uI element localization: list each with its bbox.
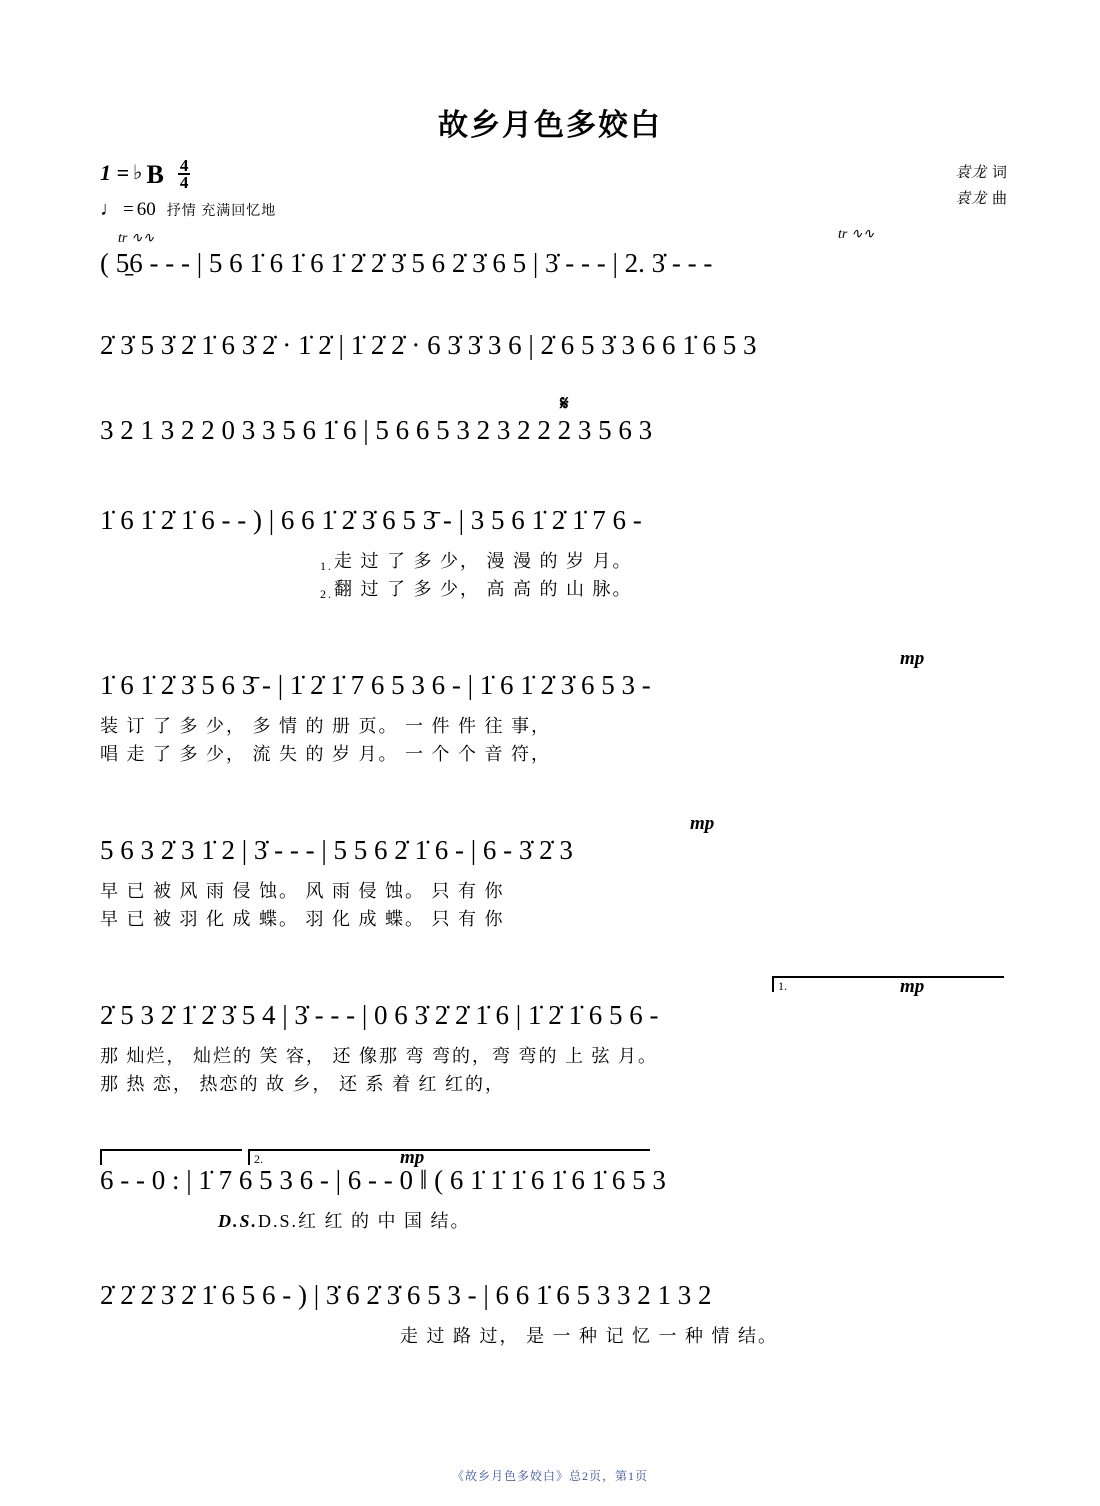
time-signature-numerator: 4: [179, 156, 189, 175]
dynamic-mp-4: mp: [400, 1147, 425, 1168]
verse-number-1: 1.: [320, 559, 333, 573]
system-4-lyrics-verse-1: 1.走 过 了 多 少， 漫 漫 的 岁 月。: [320, 551, 633, 573]
music-system-7: [100, 976, 1000, 1096]
music-system-3: [100, 393, 1000, 455]
trill-icon-1: tr ∿∿: [118, 231, 155, 246]
system-6-lyrics-verse-2: 早 已 被 羽 化 成 蝶。 羽 化 成 蝶。 只 有 你: [100, 909, 505, 929]
page-title: 故乡月色多姣白: [438, 109, 662, 142]
music-system-4: [100, 505, 1000, 601]
page-footer: 《故乡月色多姣白》总2页，第1页: [451, 1469, 648, 1483]
system-5-notes: 1̇ 6 1̇ 2̇ 3̇ 5 6 3̄ - | 1̇ 2̇ 1̇ 7 6 5 3 6 - | 1̇ 6 1̇ 2̇ 3̇ 6 5 3 -: [100, 670, 651, 700]
music-system-8: [100, 1147, 1000, 1233]
system-9-notes: 2̇ 2̇ 2̇ 3̇ 2̇ 1̇ 6 5 6 - ) | 3̇ 6 2̇ 3̇ 6 5 3 - | 6 6 1̇ 6 5 3 3 2 1 3 2: [100, 1280, 712, 1310]
composer-label: 曲: [991, 191, 1008, 207]
credits-block: [955, 160, 1008, 212]
system-5-lyrics-verse-2: 唱 走 了 多 少， 流 失 的 岁 月。 一 个 个 音 符，: [100, 744, 551, 764]
system-5-lyrics-verse-1: 装 订 了 多 少， 多 情 的 册 页。 一 件 件 往 事，: [100, 716, 551, 736]
system-9-lyrics: 走 过 路 过， 是 一 种 记 忆 一 种 情 结。: [400, 1326, 778, 1346]
music-system-6: [100, 813, 1000, 931]
tempo-value: 60: [136, 199, 156, 220]
time-signature-denominator: 4: [179, 173, 189, 192]
volta-bracket-2: [248, 1149, 650, 1165]
volta-label-2: 2.: [254, 1152, 263, 1166]
music-system-2: [100, 330, 1000, 370]
flat-symbol: ♭: [133, 162, 143, 184]
time-signature: [178, 158, 191, 190]
volta-label-1: 1.: [778, 979, 787, 993]
system-7-lyrics-verse-2: 那 热 恋， 热恋的 故 乡， 还 系 着 红 红的，: [100, 1074, 505, 1094]
system-1-notes: ( 5̠6 - - - | 5 6 1̇ 6 1̇ 6 1̇ 2̇ 2̇ 3̇ 5 6 2̇ 3̇ 6 5 | 3̇ - - - | 2. 3̇ - - -: [100, 248, 713, 278]
trill-icon-2: tr ∿∿: [838, 227, 875, 242]
dynamic-mp-3: mp: [900, 976, 925, 997]
system-2-notes: 2̇ 3̇ 5 3̇ 2̇ 1̇ 6 3̇ 2̇ · 1̇ 2̇ | 1̇ 2̇ 2̇ · 6 3̇ 3̇ 3 6 | 2̇ 6 5 3̇ 3 6 6 1̇ 6 5 3: [100, 330, 757, 360]
dynamic-mp-1: mp: [900, 648, 925, 669]
system-4-lyrics-verse-2: 2.翻 过 了 多 少， 高 高 的 山 脉。: [320, 579, 633, 601]
key-tempo-block: [100, 156, 277, 221]
volta-bracket-1: [772, 976, 1004, 992]
dynamic-mp-2: mp: [690, 813, 715, 834]
key-prefix: 1 =: [100, 160, 130, 185]
lyricist-label: 词: [991, 165, 1008, 181]
tempo-equals: =: [123, 199, 134, 220]
music-system-5: [100, 648, 1000, 766]
expression-marking: 抒情 充满回忆地: [166, 204, 277, 219]
volta-bracket-end: [100, 1149, 242, 1165]
system-8-notes: 6 - - 0 : | 1̇ 7 6 5 3 6 - | 6 - - 0 ‖ ( 6 1̇ 1̇ 1̇ 6 1̇ 6 1̇ 6 5 3: [100, 1165, 666, 1195]
system-7-lyrics-verse-1: 那 灿烂， 灿烂的 笑 容， 还 像那 弯 弯的，弯 弯的 上 弦 月。: [100, 1046, 658, 1066]
lyricist-name: 袁龙: [955, 165, 988, 181]
music-system-9: [100, 1280, 1000, 1348]
system-6-lyrics-verse-1: 早 已 被 风 雨 侵 蚀。 风 雨 侵 蚀。 只 有 你: [100, 881, 505, 901]
system-7-notes: 2̇ 5 3 2̇ 1̇ 2̇ 3̇ 5 4 | 3̇ - - - | 0 6 3̇ 2̇ 2̇ 1̇ 6 | 1̇ 2̇ 1̇ 6 5 6 -: [100, 1000, 659, 1030]
system-8-lyrics: D.S.D.S.红 红 的 中 国 结。: [218, 1211, 471, 1231]
system-6-notes: 5 6 3 2̇ 3 1̇ 2 | 3̇ - - - | 5 5 6 2̇ 1̇ 6 - | 6 - 3̇ 2̇ 3: [100, 835, 573, 865]
ds-marking: D.S.: [218, 1211, 259, 1231]
tempo-note-icon: ♩: [100, 198, 120, 220]
system-4-notes: 1̇ 6 1̇ 2̇ 1̇ 6 - - ) | 6 6 1̇ 2̇ 3̇ 6 5 3̄ - | 3 5 6 1̇ 2̇ 1̇ 7 6 -: [100, 505, 642, 535]
segno-icon: 𝄋: [560, 393, 569, 415]
key-name: B: [146, 160, 164, 189]
system-3-notes: 3 2 1 3 2 2 0 3 3 5 6 1̇ 6 | 5 6 6 5 3 2 3 2 2 2 3 5 6 3: [100, 415, 653, 445]
music-system-1: [100, 227, 1000, 288]
composer-name: 袁龙: [955, 191, 988, 207]
verse-number-2: 2.: [320, 587, 333, 601]
